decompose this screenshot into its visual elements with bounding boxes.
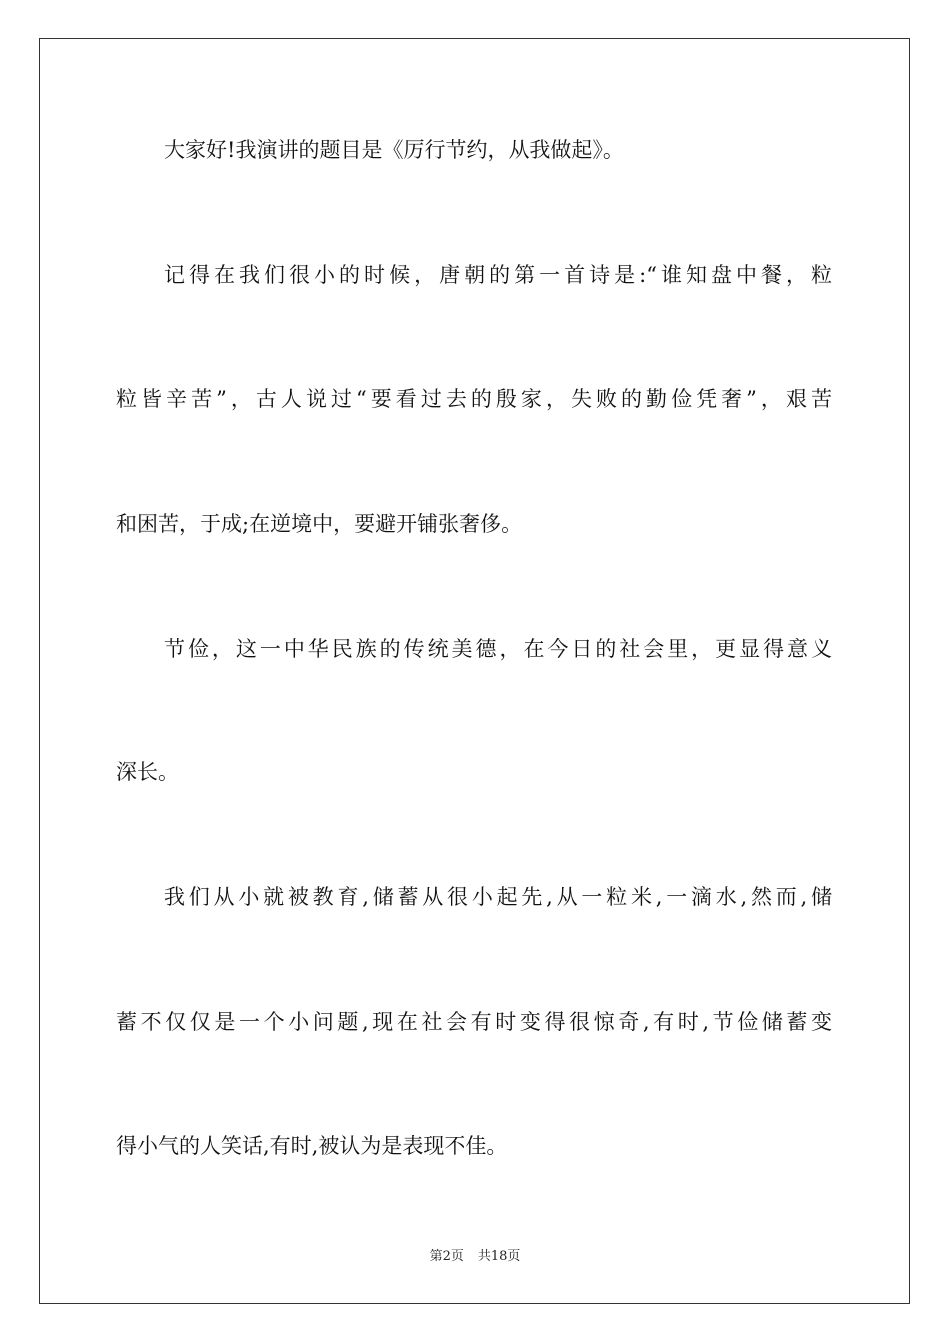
paragraph-line: 我们从小就被教育,储蓄从很小起先,从一粒米,一滴水,然而,储: [164, 885, 832, 909]
paragraph-line: 记得在我们很小的时候，唐朝的第一首诗是:“谁知盘中餐，粒: [164, 263, 832, 287]
paragraph-line: 粒皆辛苦”，古人说过“要看过去的殷家，失败的勤俭凭奢”，艰苦: [116, 387, 832, 411]
total-pages: 共18页: [477, 1249, 521, 1264]
paragraph-line: 得小气的人笑话,有时,被认为是表现不佳。: [116, 1134, 508, 1158]
paragraph-line: 蓄不仅仅是一个小问题,现在社会有时变得很惊奇,有时,节俭储蓄变: [116, 1010, 832, 1034]
page-footer: [0, 1248, 950, 1266]
paragraph-line: 节俭，这一中华民族的传统美德，在今日的社会里，更显得意义: [164, 637, 832, 661]
paragraph-line: 和困苦，于成;在逆境中，要避开铺张奢侈。: [116, 512, 523, 536]
page-number: 第2页: [429, 1249, 464, 1264]
page-border: [39, 38, 910, 1304]
paragraph-line: 深长。: [116, 760, 179, 784]
paragraph-line: 大家好!我演讲的题目是《厉行节约，从我做起》。: [164, 138, 624, 162]
